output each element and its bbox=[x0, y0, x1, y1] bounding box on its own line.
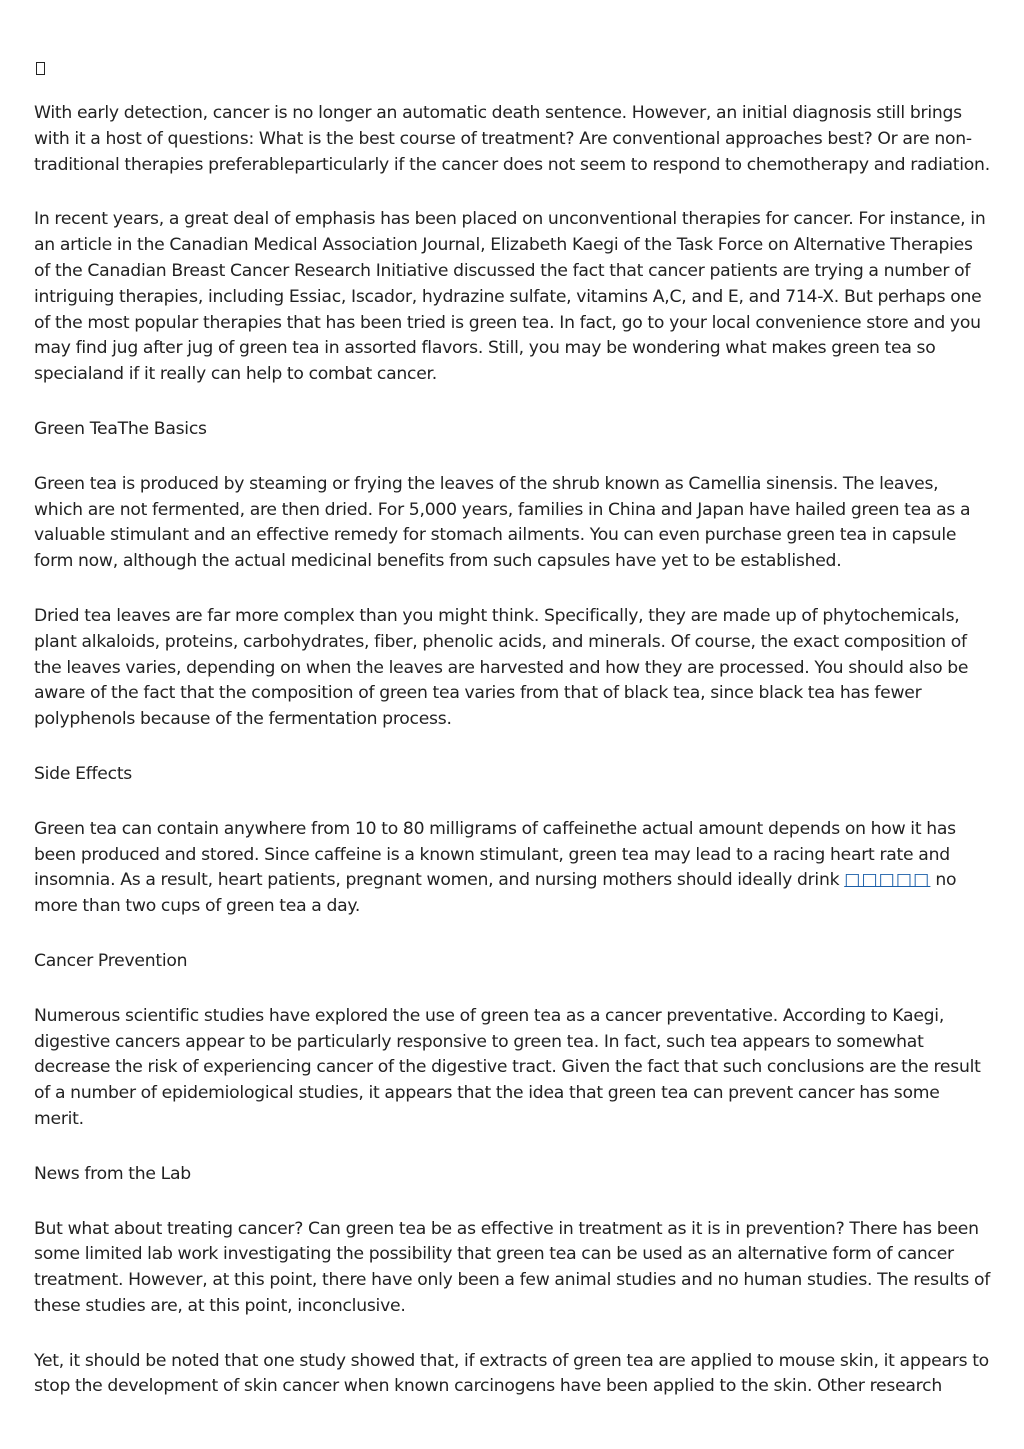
paragraph-caffeine-text-before: Green tea can contain anywhere from 10 to 80 milligrams of caffeinethe actual amount depends on how it has been produced and stored. Since caffeine is a known stimulant, green tea may lead to a racing heart rate and insomnia. As a result, heart patients, pregnant women, and nursing mothers should ideally drink bbox=[34, 818, 956, 891]
paragraph-composition: Dried tea leaves are far more complex than you might think. Specifically, they are made up of phytochemicals, plant alkaloids, proteins, carbohydrates, fiber, phenolic acids, and minerals. Of course, the exact composition of the leaves varies, depending on when the leaves are harvested and how they are processed. You should also be aware of the fact that the composition of green tea varies from that of black tea, since black tea has fewer polyphenols because of the fermentation process. bbox=[34, 605, 969, 730]
inline-link[interactable]: □□□□□ bbox=[844, 870, 931, 891]
paragraph-unconventional-therapies: In recent years, a great deal of emphasis has been placed on unconventional therapies for cancer. For instance, in an article in the Canadian Medical Association Journal, Elizabeth Kaegi of the Task Force on Alternative Therapies of the Canadian Breast Cancer Research Initiative discussed the fact that cancer patients are trying a number of intriguing therapies, including Essiac, Iscador, hydrazine sulfate, vitamins A,C, and E, and 714-X. But perhaps one of the most popular therapies that has been tried is green tea. In fact, go to your local convenience store and you may find jug after jug of green tea in assorted flavors. Still, you may be wondering what makes green tea so specialand if it really can help to combat cancer. bbox=[34, 209, 986, 385]
section-heading-news-from-lab: News from the Lab bbox=[34, 1163, 191, 1184]
section-heading-side-effects: Side Effects bbox=[34, 763, 133, 784]
section-heading-basics: Green TeaThe Basics bbox=[34, 418, 207, 439]
section-heading-cancer-prevention: Cancer Prevention bbox=[34, 950, 188, 971]
paragraph-prevention: Numerous scientific studies have explored the use of green tea as a cancer preventative. According to Kaegi, digestive cancers appear to be particularly responsive to green tea. In fact, such tea appears to somewhat decrease the risk of experiencing cancer of the digestive tract. Given the fact that such conclusions are the result of a number of epidemiological studies, it appears that the idea that green tea can prevent cancer has some merit. bbox=[34, 1005, 981, 1129]
paragraph-production: Green tea is produced by steaming or frying the leaves of the shrub known as Camellia sinensis. The leaves, which are not fermented, are then dried. For 5,000 years, families in China and Japan have hailed green tea as a valuable stimulant and an effective remedy for stomach ailments. You can even purchase green tea in capsule form now, although the actual medicinal benefits from such capsules have yet to be established. bbox=[34, 473, 971, 572]
paragraph-treatment: But what about treating cancer? Can green tea be as effective in treatment as it is in prevention? There has been some limited lab work investigating the possibility that green tea can be used as an alternative form of cancer treatment. However, at this point, there have only been a few animal studies and no human studies. The results of these studies are, at this point, inconclusive. bbox=[34, 1218, 991, 1316]
paragraph-caffeine bbox=[34, 817, 992, 920]
paragraph-intro: With early detection, cancer is no longer an automatic death sentence. However, an initial diagnosis still brings with it a host of questions: What is the best course of treatment? Are conventional approaches best? Or are non-traditional therapies preferableparticularly if the cancer does not seem to respond to chemotherapy and radiation. bbox=[34, 103, 990, 175]
missing-glyph-icon bbox=[36, 62, 45, 75]
paragraph-caffeine-text-after: no more than two cups of green tea a day. bbox=[34, 870, 957, 917]
document-body bbox=[34, 62, 992, 1429]
paragraph-mouse-study: Yet, it should be noted that one study showed that, if extracts of green tea are applied to mouse skin, it appears to stop the development of skin cancer when known carcinogens have been applied to the skin. Other research bbox=[34, 1350, 989, 1397]
